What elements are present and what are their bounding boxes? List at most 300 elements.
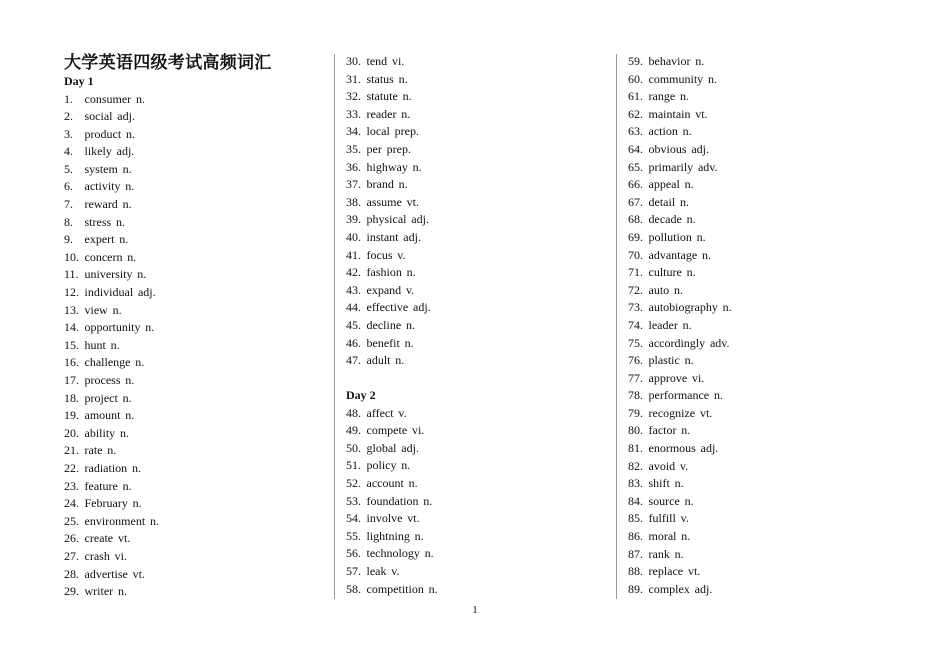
vocab-number: 59. (628, 54, 643, 68)
vocab-number: 68. (628, 212, 643, 227)
vocab-item (346, 194, 608, 212)
vocab-number: 20. (64, 425, 79, 440)
vocab-word: social (84, 109, 113, 124)
vocab-number: 45. (346, 317, 361, 332)
vocab-word: hunt (84, 337, 106, 352)
vocab-number: 22. (64, 460, 79, 475)
vocab-word: benefit (366, 335, 400, 350)
vocab-number: 42. (346, 265, 361, 280)
vocab-number: 80. (628, 423, 643, 438)
vocab-word: community (648, 71, 704, 86)
vocab-pos: n. (701, 247, 711, 262)
vocab-pos: adj. (401, 440, 419, 455)
vocab-pos: v. (680, 511, 689, 526)
vocab-number: 88. (628, 564, 643, 579)
vocab-word: complex (648, 581, 690, 596)
document-title: 大学英语四级考试高频词汇 (64, 53, 272, 73)
section-gap (346, 370, 608, 388)
vocab-word: account (366, 476, 404, 491)
vocab-item (628, 176, 890, 194)
vocab-pos: n. (135, 355, 145, 370)
vocab-word: moral (648, 529, 677, 544)
vocab-word: expand (366, 282, 402, 297)
vocab-word: amount (84, 408, 121, 423)
vocab-word: pollution (648, 229, 692, 244)
vocab-item (346, 352, 608, 370)
vocab-number: 47. (346, 353, 361, 368)
vocab-word: feature (84, 478, 118, 493)
vocab-word: shift (648, 476, 670, 491)
vocab-item (64, 337, 326, 355)
vocab-number: 65. (628, 159, 643, 174)
vocab-number: 9. (64, 232, 73, 247)
vocab-number: 67. (628, 194, 643, 209)
vocab-word: expert (84, 232, 115, 247)
vocab-number: 21. (64, 443, 79, 458)
vocab-item (64, 143, 326, 161)
vocab-pos: n. (686, 212, 696, 227)
column-divider-right (616, 54, 617, 599)
vocab-word: decade (648, 212, 682, 227)
vocab-number: 53. (346, 493, 361, 508)
vocab-item (64, 372, 326, 390)
vocab-item (628, 528, 890, 546)
vocab-pos: adv. (697, 159, 718, 174)
vocab-number: 56. (346, 546, 361, 561)
vocab-number: 10. (64, 249, 79, 264)
vocab-number: 33. (346, 106, 361, 121)
vocab-number: 85. (628, 511, 643, 526)
vocab-pos: v. (405, 282, 415, 297)
vocab-word: performance (648, 388, 710, 403)
vocab-pos: n. (122, 197, 132, 212)
vocab-pos: n. (125, 373, 135, 387)
vocab-number: 37. (346, 177, 361, 192)
vocab-word: effective (366, 300, 409, 315)
vocab-word: rate (84, 443, 103, 458)
vocab-pos: n. (679, 89, 689, 104)
vocab-pos: n. (401, 106, 411, 121)
vocab-number: 1. (64, 91, 73, 106)
vocab-item (346, 176, 608, 194)
vocab-number: 23. (64, 478, 79, 493)
vocab-word: avoid (648, 458, 676, 473)
vocab-item (346, 493, 608, 511)
vocab-number: 73. (628, 300, 643, 315)
vocab-item (346, 88, 608, 106)
vocab-pos: adj. (694, 581, 713, 596)
vocab-word: system (84, 161, 118, 176)
vocab-word: crash (84, 548, 110, 563)
vocab-word: replace (648, 564, 684, 579)
vocab-word: competition (366, 581, 424, 596)
day-1-list-part-1 (64, 91, 326, 601)
vocab-item (628, 370, 890, 388)
column-2 (346, 53, 608, 598)
vocab-item (628, 88, 890, 106)
vocab-number: 64. (628, 141, 643, 156)
vocab-number: 60. (628, 71, 643, 86)
vocab-item (628, 335, 890, 353)
vocab-word: advertise (84, 566, 128, 581)
vocab-pos: v. (679, 458, 689, 473)
vocab-pos: vi. (411, 423, 425, 438)
vocab-pos: adj. (413, 300, 431, 315)
vocab-number: 83. (628, 476, 643, 491)
vocab-item (628, 123, 890, 141)
vocab-item (628, 282, 890, 300)
vocab-number: 3. (64, 126, 73, 141)
vocab-word: adult (366, 353, 391, 368)
vocab-word: stress (84, 214, 112, 229)
vocab-pos: n. (405, 317, 415, 332)
vocab-pos: n. (149, 513, 159, 528)
vocab-pos: vt. (117, 531, 131, 546)
vocab-item (628, 581, 890, 599)
vocab-item (628, 53, 890, 71)
vocab-number: 70. (628, 247, 643, 262)
vocab-pos: n. (132, 496, 142, 511)
vocab-number: 14. (64, 320, 79, 335)
vocab-pos: n. (398, 71, 408, 86)
vocab-item (64, 530, 326, 548)
vocab-number: 57. (346, 564, 361, 579)
vocab-pos: adv. (709, 335, 730, 350)
vocab-number: 76. (628, 353, 643, 368)
vocab-number: 13. (64, 302, 79, 317)
vocab-pos: n. (674, 546, 684, 561)
vocab-number: 63. (628, 124, 643, 139)
vocab-number: 66. (628, 177, 643, 192)
vocab-number: 36. (346, 159, 361, 174)
vocab-item (346, 563, 608, 581)
vocab-pos: v. (391, 564, 400, 579)
vocab-item (628, 440, 890, 458)
vocab-pos: n. (131, 460, 141, 475)
vocab-pos: n. (684, 177, 694, 192)
vocab-word: policy (366, 458, 397, 473)
vocab-pos: n. (686, 265, 696, 280)
vocab-item (64, 513, 326, 531)
vocab-item (628, 71, 890, 89)
vocab-word: global (366, 440, 397, 455)
vocab-pos: vt. (687, 564, 701, 579)
vocab-word: process (84, 373, 121, 387)
vocab-pos: adj. (117, 109, 135, 124)
vocab-word: leak (366, 564, 387, 579)
vocab-item (64, 302, 326, 320)
vocab-pos: vt. (406, 194, 419, 209)
vocab-pos: v. (397, 247, 406, 262)
vocab-item (346, 299, 608, 317)
vocab-word: foundation (366, 493, 419, 508)
column-divider-left (334, 54, 335, 599)
vocab-word: individual (84, 285, 134, 300)
vocab-item (628, 159, 890, 177)
vocab-item (628, 141, 890, 159)
vocab-item (628, 422, 890, 440)
vocab-pos: n. (119, 232, 129, 247)
vocab-number: 51. (346, 458, 361, 473)
vocab-word: statute (366, 89, 398, 104)
vocab-number: 84. (628, 493, 643, 508)
vocab-number: 46. (346, 335, 361, 350)
vocab-word: source (648, 493, 680, 508)
vocab-word: consumer (84, 91, 132, 106)
vocab-item (346, 53, 608, 71)
vocab-item (64, 407, 326, 425)
vocab-word: approve (648, 370, 688, 385)
vocab-item (64, 425, 326, 443)
vocab-pos: n. (117, 584, 127, 599)
vocab-word: ability (84, 425, 116, 440)
vocab-word: maintain (648, 106, 691, 121)
vocab-number: 35. (346, 141, 361, 156)
vocab-number: 78. (628, 388, 643, 403)
vocab-word: February (84, 496, 128, 511)
vocab-word: fulfill (648, 511, 676, 526)
vocab-word: affect (366, 405, 394, 420)
vocab-pos: n. (110, 337, 120, 352)
vocab-number: 43. (346, 282, 361, 297)
vocab-number: 69. (628, 229, 643, 244)
vocab-word: opportunity (84, 320, 141, 335)
vocab-number: 11. (64, 267, 79, 282)
vocab-pos: n. (137, 267, 147, 282)
day-2-list-part-2 (628, 53, 890, 598)
vocab-pos: n. (428, 581, 438, 596)
day-1-list-part-2 (346, 53, 608, 370)
vocab-item (628, 211, 890, 229)
vocab-word: tend (366, 54, 388, 68)
day-2-list-part-1 (346, 405, 608, 599)
vocab-word: likely (84, 144, 112, 159)
vocab-word: concern (84, 249, 123, 264)
vocab-number: 86. (628, 529, 643, 544)
vocab-item (346, 581, 608, 599)
vocab-item (346, 475, 608, 493)
vocab-item (346, 211, 608, 229)
vocab-item (64, 495, 326, 513)
vocab-word: physical (366, 212, 407, 227)
vocab-item (346, 510, 608, 528)
vocab-word: activity (84, 179, 121, 194)
vocab-pos: n. (398, 177, 408, 192)
vocab-number: 31. (346, 71, 361, 86)
vocab-word: detail (648, 194, 676, 209)
vocab-pos: n. (125, 126, 135, 141)
vocab-item (64, 442, 326, 460)
vocab-number: 2. (64, 109, 73, 124)
day-1-heading: Day 1 (64, 74, 94, 88)
vocab-word: plastic (648, 353, 680, 368)
vocab-item (628, 352, 890, 370)
vocab-pos: n. (401, 458, 411, 473)
vocab-item (346, 457, 608, 475)
vocab-number: 12. (64, 285, 79, 300)
vocab-item (64, 566, 326, 584)
vocab-pos: vi. (391, 54, 405, 68)
vocab-item (628, 247, 890, 265)
vocab-word: involve (366, 511, 403, 526)
vocab-item (346, 106, 608, 124)
day-2-heading: Day 2 (346, 388, 376, 403)
vocab-pos: vt. (699, 405, 713, 420)
vocab-item (64, 266, 326, 284)
vocab-pos: prep. (386, 141, 411, 156)
vocab-item (346, 247, 608, 265)
vocab-pos: n. (684, 353, 694, 368)
vocab-word: university (84, 267, 133, 282)
vocab-pos: n. (674, 476, 684, 491)
vocab-pos: n. (414, 528, 424, 543)
vocab-pos: prep. (394, 124, 419, 139)
vocab-word: primarily (648, 159, 694, 174)
vocab-number: 58. (346, 581, 361, 596)
vocab-item (346, 123, 608, 141)
vocab-item (628, 299, 890, 317)
vocab-item (64, 548, 326, 566)
vocab-item (628, 264, 890, 282)
vocab-pos: n. (119, 425, 129, 440)
vocab-pos: vi. (691, 370, 705, 385)
vocab-word: accordingly (648, 335, 706, 350)
vocab-number: 48. (346, 405, 361, 420)
vocab-number: 6. (64, 179, 73, 194)
vocab-pos: adj. (403, 229, 421, 244)
page-number: 1 (472, 604, 478, 616)
vocab-pos: n. (112, 302, 122, 317)
vocab-number: 25. (64, 513, 79, 528)
vocab-pos: n. (681, 529, 691, 544)
vocab-item (346, 229, 608, 247)
vocab-word: decline (366, 317, 402, 332)
vocab-number: 8. (64, 214, 73, 229)
vocab-item (628, 405, 890, 423)
vocab-number: 72. (628, 282, 643, 297)
vocab-pos: n. (402, 89, 412, 104)
vocab-pos: n. (682, 317, 692, 332)
vocab-item (64, 214, 326, 232)
vocab-item (346, 440, 608, 458)
vocab-word: action (648, 124, 678, 139)
vocab-pos: n. (145, 320, 155, 335)
vocab-item (628, 493, 890, 511)
vocab-number: 54. (346, 511, 361, 526)
vocab-number: 4. (64, 144, 73, 159)
vocab-item (346, 317, 608, 335)
vocab-item (346, 528, 608, 546)
vocab-number: 61. (628, 89, 643, 104)
vocab-number: 27. (64, 548, 79, 563)
vocab-item (64, 108, 326, 126)
vocab-word: auto (648, 282, 670, 297)
vocab-item (64, 460, 326, 478)
vocab-word: environment (84, 513, 146, 528)
vocab-number: 50. (346, 440, 361, 455)
vocab-item (64, 178, 326, 196)
vocab-word: local (366, 124, 390, 139)
vocab-item (628, 458, 890, 476)
vocab-pos: n. (722, 300, 732, 315)
vocab-pos: n. (122, 390, 132, 405)
vocab-word: range (648, 89, 676, 104)
vocab-item (628, 546, 890, 564)
vocab-item (64, 231, 326, 249)
vocab-item (628, 194, 890, 212)
vocab-number: 89. (628, 581, 643, 596)
vocab-pos: adj. (137, 285, 156, 300)
vocab-pos: adj. (411, 212, 429, 227)
vocab-word: lightning (366, 528, 410, 543)
vocab-pos: n. (696, 229, 706, 244)
vocab-item (64, 126, 326, 144)
vocab-pos: n. (115, 214, 125, 229)
vocab-item (628, 317, 890, 335)
vocab-item (628, 106, 890, 124)
vocab-item (346, 422, 608, 440)
vocab-pos: n. (122, 161, 132, 176)
vocab-word: project (84, 390, 118, 405)
vocab-pos: n. (423, 493, 433, 508)
vocab-number: 71. (628, 265, 643, 280)
vocab-pos: vt. (407, 511, 420, 526)
vocab-pos: adj. (116, 144, 135, 159)
vocab-number: 29. (64, 584, 79, 599)
vocab-pos: n. (695, 54, 705, 68)
vocab-pos: vt. (132, 566, 145, 581)
vocab-number: 74. (628, 317, 643, 332)
vocab-word: reader (366, 106, 397, 121)
vocab-pos: adj. (691, 141, 709, 156)
vocab-pos: n. (125, 179, 135, 194)
vocab-word: radiation (84, 460, 128, 475)
vocab-number: 44. (346, 300, 361, 315)
vocab-word: rank (648, 546, 670, 561)
vocab-word: reward (84, 197, 118, 212)
vocab-pos: adj. (700, 441, 719, 456)
vocab-item (628, 229, 890, 247)
vocab-number: 28. (64, 566, 79, 581)
vocab-word: challenge (84, 355, 131, 370)
vocab-pos: n. (673, 282, 683, 297)
vocab-word: view (84, 302, 108, 317)
vocab-number: 38. (346, 194, 361, 209)
vocab-item (628, 387, 890, 405)
vocab-number: 26. (64, 531, 79, 546)
vocab-item (346, 141, 608, 159)
vocab-word: factor (648, 423, 677, 438)
vocab-word: autobiography (648, 300, 718, 315)
vocab-number: 52. (346, 476, 361, 491)
vocab-item (64, 354, 326, 372)
vocab-word: culture (648, 265, 682, 280)
vocab-number: 18. (64, 390, 79, 405)
vocab-pos: n. (122, 478, 132, 493)
vocab-word: product (84, 126, 122, 141)
vocab-number: 19. (64, 408, 79, 423)
vocab-number: 34. (346, 124, 361, 139)
vocab-item (346, 335, 608, 353)
vocab-pos: n. (682, 124, 692, 139)
vocab-number: 17. (64, 373, 79, 387)
vocab-pos: n. (684, 493, 694, 508)
vocab-pos: vi. (114, 548, 127, 563)
vocab-word: enormous (648, 441, 696, 456)
vocab-word: behavior (648, 54, 691, 68)
vocab-word: leader (648, 317, 678, 332)
vocab-pos: n. (107, 443, 117, 458)
